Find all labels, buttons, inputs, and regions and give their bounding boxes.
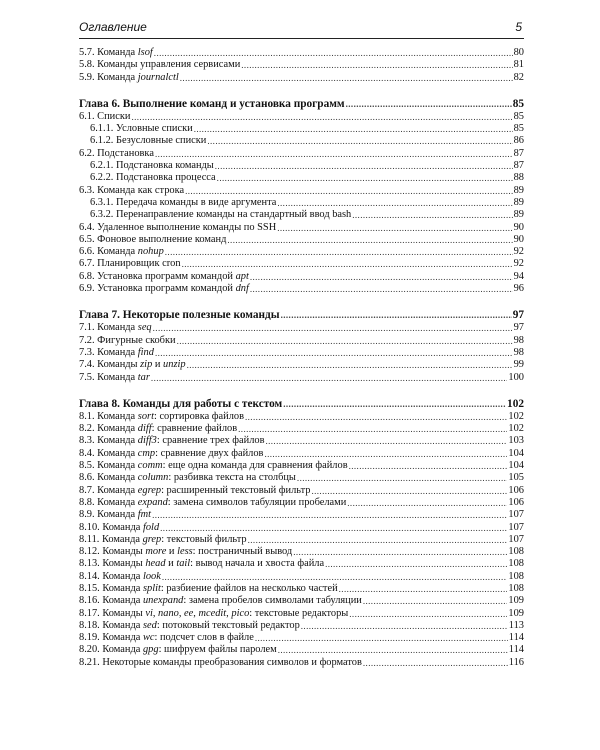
toc-dot-leader: [349, 608, 507, 620]
toc-entry[interactable]: [79, 172, 524, 184]
running-header: [79, 18, 524, 39]
toc-entry[interactable]: [79, 234, 524, 246]
toc-entry[interactable]: [79, 534, 524, 546]
toc-entry-page: 87: [513, 147, 524, 159]
toc-entry[interactable]: [79, 657, 524, 669]
toc-dot-leader: [293, 546, 507, 558]
toc-entry-title: 8.21. Некоторые команды преобразования символов и форматов: [79, 656, 362, 668]
toc-dot-leader: [352, 209, 512, 221]
toc-entry-title: 8.13. Команды head и tail: вывод начала и хвоста файла: [79, 558, 325, 570]
toc-entry[interactable]: [79, 72, 524, 84]
toc-entry-page: 89: [513, 209, 524, 221]
toc-entry-title: 7.3. Команда find: [79, 346, 154, 358]
toc-entry-title: 8.6. Команда column: разбивка текста на столбцы: [79, 472, 296, 484]
toc-dot-leader: [281, 308, 512, 322]
toc-entry[interactable]: [79, 135, 524, 147]
toc-entry-page: 85: [513, 110, 524, 122]
toc-entry-page: 106: [508, 496, 524, 508]
toc-entry-title: 6.3.2. Перенаправление команды на стандартный ввод bash: [90, 209, 352, 221]
toc-dot-leader: [265, 435, 507, 447]
toc-entry-title: 8.18. Команда sed: потоковый текстовый редактор: [79, 619, 300, 631]
toc-entry[interactable]: [79, 411, 524, 423]
toc-entry[interactable]: [79, 583, 524, 595]
toc-entry-page: 113: [508, 619, 524, 631]
toc-dot-leader: [182, 258, 513, 270]
toc-entry[interactable]: [79, 485, 524, 497]
section-gap: [79, 295, 524, 308]
toc-entry[interactable]: [79, 435, 524, 447]
toc-entry-page: 99: [513, 359, 524, 371]
toc-entry-page: 96: [513, 283, 524, 295]
toc-entry[interactable]: [79, 608, 524, 620]
toc-entry-title: 6.2.2. Подстановка процесса: [90, 172, 216, 184]
section-gap: [79, 384, 524, 397]
toc-entry-title: 8.4. Команда cmp: сравнение двух файлов: [79, 447, 264, 459]
toc-dot-leader: [241, 59, 512, 71]
toc-entry-page: 90: [513, 233, 524, 245]
toc-dot-leader: [245, 411, 507, 423]
toc-entry-page: 102: [508, 423, 524, 435]
toc-entry[interactable]: [79, 522, 524, 534]
toc-chapter-entry[interactable]: [79, 308, 524, 322]
toc-entry-page: 98: [513, 334, 524, 346]
toc-entry-page: 107: [508, 521, 524, 533]
toc-entry-title: 7.5. Команда tar: [79, 371, 150, 383]
toc-entry-title: 8.11. Команда grep: текстовый фильтр: [79, 533, 247, 545]
toc-dot-leader: [277, 222, 512, 234]
toc-entry[interactable]: [79, 258, 524, 270]
toc-dot-leader: [131, 111, 512, 123]
toc-dot-leader: [311, 485, 507, 497]
section-gap: [79, 84, 524, 97]
toc-entry-title: 5.8. Команды управления сервисами: [79, 59, 241, 71]
toc-entry-title: 5.9. Команда journalctl: [79, 71, 179, 83]
toc-entry-title: 6.1.2. Безусловные списки: [90, 135, 207, 147]
toc-dot-leader: [255, 632, 508, 644]
toc-entry[interactable]: [79, 571, 524, 583]
toc-entry[interactable]: [79, 246, 524, 258]
toc-dot-leader: [339, 583, 508, 595]
toc-entry[interactable]: [79, 644, 524, 656]
toc-dot-leader: [346, 97, 512, 111]
toc-dot-leader: [151, 372, 507, 384]
toc-entry-title: 6.3.1. Передача команды в виде аргумента: [90, 196, 277, 208]
toc-entry-title: 7.4. Команды zip и unzip: [79, 359, 186, 371]
toc-entry-page: 98: [513, 346, 524, 358]
toc-dot-leader: [301, 620, 508, 632]
toc-entry-page: 104: [508, 447, 524, 459]
toc-dot-leader: [277, 197, 512, 209]
toc-dot-leader: [250, 271, 513, 283]
toc-dot-leader: [347, 497, 507, 509]
toc-dot-leader: [283, 397, 506, 411]
toc-dot-leader: [227, 234, 512, 246]
toc-dot-leader: [187, 359, 513, 371]
toc-entry-page: 86: [513, 135, 524, 147]
toc-entry-title: 8.17. Команды vi, nano, ee, mcedit, pico: текстовые редакторы: [79, 607, 349, 619]
toc-entry-page: 109: [508, 595, 524, 607]
toc-entry-page: 97: [513, 322, 524, 334]
toc-entry-title: 8.19. Команда wc: подсчет слов в файле: [79, 632, 254, 644]
toc-entry-page: 107: [508, 509, 524, 521]
toc-dot-leader: [363, 595, 508, 607]
toc-entry-page: 107: [508, 533, 524, 545]
toc-dot-leader: [250, 283, 513, 295]
toc-entry[interactable]: [79, 148, 524, 160]
toc-entry-page: 97: [512, 309, 524, 322]
toc-dot-leader: [154, 47, 513, 59]
toc-entry[interactable]: [79, 497, 524, 509]
toc-entry-title: 6.3. Команда как строка: [79, 184, 185, 196]
toc-entry[interactable]: [79, 423, 524, 435]
toc-entry-page: 114: [508, 644, 524, 656]
toc-entry[interactable]: [79, 335, 524, 347]
toc-entry-page: 80: [513, 47, 524, 58]
toc-entry-title: 8.9. Команда fmt: [79, 509, 152, 521]
toc-entry[interactable]: [79, 59, 524, 71]
toc-entry-page: 108: [508, 570, 524, 582]
toc-entry[interactable]: [79, 448, 524, 460]
toc-dot-leader: [185, 185, 513, 197]
toc-dot-leader: [238, 423, 507, 435]
header-page-number: 5: [515, 20, 522, 34]
toc-dot-leader: [264, 448, 507, 460]
toc-entry[interactable]: [79, 111, 524, 123]
toc-entry-title: Глава 8. Команды для работы с текстом: [79, 397, 283, 410]
toc-entry[interactable]: [79, 47, 524, 59]
toc-entry-page: 88: [513, 172, 524, 184]
toc-entry[interactable]: [79, 185, 524, 197]
toc-entry[interactable]: [79, 620, 524, 632]
toc-entry-title: 6.1.1. Условные списки: [90, 123, 193, 135]
toc-dot-leader: [194, 123, 513, 135]
toc-entry-page: 87: [513, 160, 524, 172]
toc-entry[interactable]: [79, 632, 524, 644]
toc-entry-page: 105: [508, 472, 524, 484]
toc-entry-page: 106: [508, 484, 524, 496]
toc-dot-leader: [155, 347, 513, 359]
toc-entry-page: 92: [513, 258, 524, 270]
toc-entry-title: 6.9. Установка программ командой dnf: [79, 283, 249, 295]
toc-entry-page: 102: [508, 410, 524, 422]
toc-entry-page: 108: [508, 546, 524, 558]
toc-entry-title: 8.15. Команда split: разбиение файлов на несколько частей: [79, 582, 338, 594]
toc-dot-leader: [180, 72, 513, 84]
toc-dot-leader: [177, 335, 513, 347]
toc-entry-title: 6.2. Подстановка: [79, 147, 154, 159]
toc-entry[interactable]: [79, 283, 524, 295]
toc-entry-title: 6.7. Планировщик cron: [79, 258, 181, 270]
toc-entry-title: 8.16. Команда unexpand: замена пробелов символами табуляции: [79, 595, 362, 607]
header-title: Оглавление: [79, 20, 147, 34]
toc-entry-title: 8.3. Команда diff3: сравнение трех файлов: [79, 435, 265, 447]
toc-entry-title: 6.8. Установка программ командой apt: [79, 270, 249, 282]
toc-entry[interactable]: [79, 558, 524, 570]
toc-dot-leader: [165, 246, 513, 258]
toc-entry[interactable]: [79, 222, 524, 234]
toc-entry-page: 82: [513, 71, 524, 83]
toc-entry-title: 8.2. Команда diff: сравнение файлов: [79, 423, 238, 435]
toc-entry-page: 89: [513, 196, 524, 208]
toc-dot-leader: [363, 657, 508, 669]
toc-entry-page: 92: [513, 246, 524, 258]
toc-dot-leader: [325, 558, 507, 570]
toc-entry-page: 100: [508, 371, 524, 383]
toc-entry[interactable]: [79, 197, 524, 209]
toc-entry[interactable]: [79, 359, 524, 371]
table-of-contents: [79, 47, 524, 669]
toc-entry[interactable]: [79, 460, 524, 472]
toc-entry[interactable]: [79, 160, 524, 172]
toc-entry-page: 85: [512, 97, 524, 110]
toc-entry-title: 8.20. Команда gpg: шифруем файлы паролем: [79, 644, 277, 656]
toc-entry-title: 6.1. Списки: [79, 110, 131, 122]
toc-entry-page: 109: [508, 607, 524, 619]
toc-entry-page: 104: [508, 460, 524, 472]
toc-entry-title: 5.7. Команда lsof: [79, 47, 153, 58]
toc-dot-leader: [160, 522, 507, 534]
toc-dot-leader: [153, 322, 513, 334]
toc-entry-page: 108: [508, 582, 524, 594]
toc-dot-leader: [248, 534, 508, 546]
toc-entry-title: 7.2. Фигурные скобки: [79, 334, 176, 346]
toc-entry-title: Глава 7. Некоторые полезные команды: [79, 309, 280, 322]
toc-dot-leader: [217, 172, 513, 184]
toc-entry[interactable]: [79, 271, 524, 283]
toc-entry[interactable]: [79, 509, 524, 521]
toc-entry-title: 6.2.1. Подстановка команды: [90, 160, 214, 172]
toc-entry-title: 6.5. Фоновое выполнение команд: [79, 233, 227, 245]
toc-entry[interactable]: [79, 546, 524, 558]
toc-entry-page: 85: [513, 123, 524, 135]
toc-entry-page: 81: [513, 59, 524, 71]
toc-entry[interactable]: [79, 209, 524, 221]
toc-entry[interactable]: [79, 472, 524, 484]
toc-entry-title: 8.7. Команда egrep: расширенный текстовый фильтр: [79, 484, 311, 496]
toc-entry-title: 8.10. Команда fold: [79, 521, 160, 533]
toc-entry-page: 90: [513, 221, 524, 233]
toc-entry-title: 8.12. Команды more и less: постраничный вывод: [79, 546, 293, 558]
toc-entry[interactable]: [79, 123, 524, 135]
toc-dot-leader: [152, 509, 507, 521]
toc-entry[interactable]: [79, 322, 524, 334]
toc-entry-page: 116: [508, 656, 524, 668]
toc-dot-leader: [278, 644, 508, 656]
toc-entry[interactable]: [79, 347, 524, 359]
toc-entry-title: 6.6. Команда nohup: [79, 246, 164, 258]
toc-chapter-entry[interactable]: [79, 97, 524, 111]
toc-entry-title: Глава 6. Выполнение команд и установка программ: [79, 97, 345, 110]
toc-chapter-entry[interactable]: [79, 397, 524, 411]
toc-dot-leader: [155, 148, 513, 160]
toc-entry-page: 114: [508, 632, 524, 644]
toc-entry-title: 6.4. Удаленное выполнение команды по SSH: [79, 221, 277, 233]
toc-entry-title: 7.1. Команда seq: [79, 322, 152, 334]
toc-entry-page: 89: [513, 184, 524, 196]
toc-dot-leader: [349, 460, 508, 472]
toc-entry-title: 8.5. Команда comm: еще одна команда для сравнения файлов: [79, 460, 348, 472]
toc-dot-leader: [207, 135, 512, 147]
toc-entry-title: 8.1. Команда sort: сортировка файлов: [79, 410, 244, 422]
toc-entry[interactable]: [79, 595, 524, 607]
toc-entry-title: 8.8. Команда expand: замена символов табуляции пробелами: [79, 496, 347, 508]
toc-entry[interactable]: [79, 372, 524, 384]
toc-dot-leader: [162, 571, 508, 583]
toc-entry-page: 94: [513, 270, 524, 282]
toc-entry-page: 103: [508, 435, 524, 447]
toc-entry-page: 108: [508, 558, 524, 570]
toc-entry-title: 8.14. Команда look: [79, 570, 161, 582]
toc-dot-leader: [297, 472, 507, 484]
toc-dot-leader: [215, 160, 513, 172]
toc-entry-page: 102: [507, 397, 524, 410]
